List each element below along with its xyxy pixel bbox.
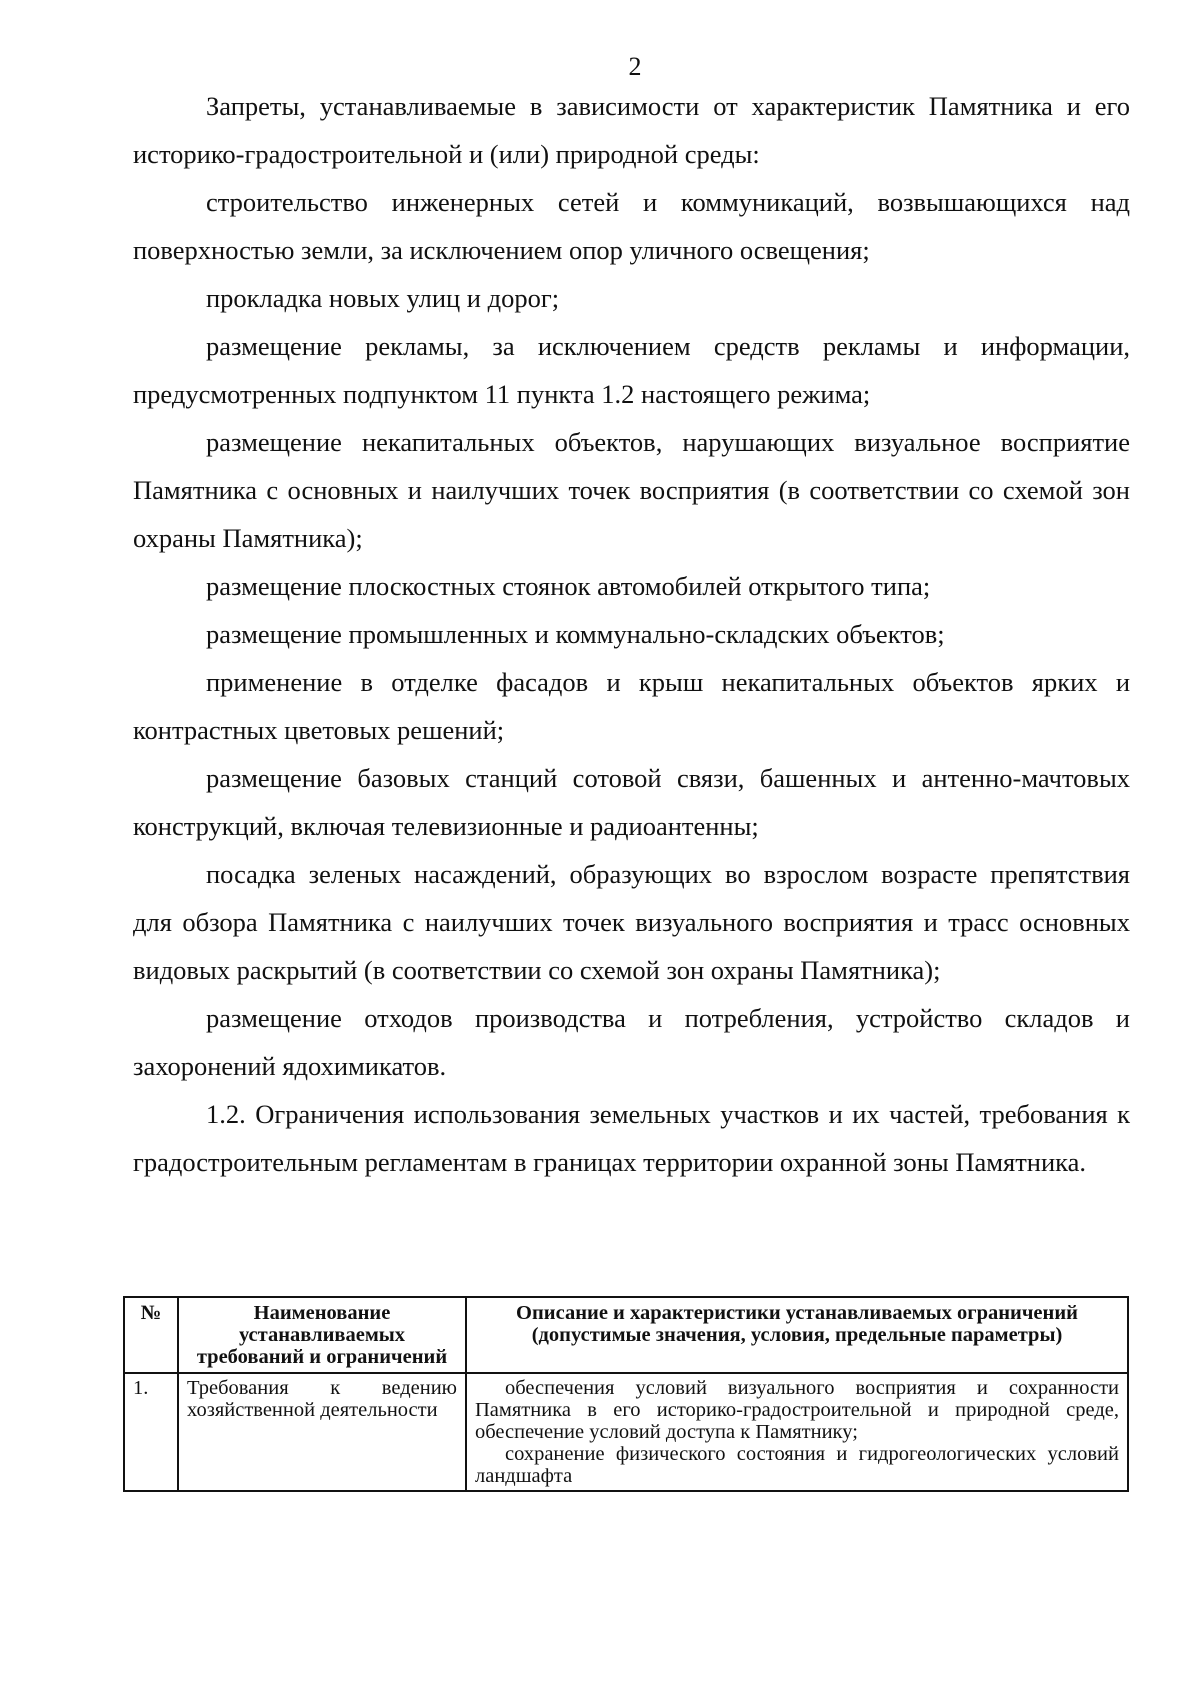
table-row [124,1373,1128,1491]
row-number: 1. [124,1373,178,1491]
paragraph-industrial-objects: размещение промышленных и коммунально-складских объектов; [206,619,945,649]
row-requirement-name: Требования к ведению хозяйственной деятельности [178,1373,466,1491]
row-description-item: сохранение физического состояния и гидрогеологических условий ландшафта [475,1443,1119,1487]
document-body [133,82,1130,1186]
restrictions-table [123,1296,1129,1492]
page-number: 2 [628,52,642,81]
paragraph-intro: Запреты, устанавливаемые в зависимости от характеристик Памятника и его историко-градостроительной и (или) природной среды: [133,91,1130,169]
header-requirement-name: Наименование устанавливаемых требований и ограничений [178,1297,466,1373]
paragraph-parking: размещение плоскостных стоянок автомобилей открытого типа; [206,571,931,601]
paragraph-facade-colors: применение в отделке фасадов и крыш некапитальных объектов ярких и контрастных цветовых решений; [133,667,1130,745]
paragraph-new-streets: прокладка новых улиц и дорог; [206,283,560,313]
row-description-item: обеспечения условий визуального восприятия и сохранности Памятника в его историко-градостроительной и природной среде, обеспечение условий доступа к Памятнику; [475,1377,1119,1443]
paragraph-non-capital-objects: размещение некапитальных объектов, нарушающих визуальное восприятие Памятника с основных и наилучших точек восприятия (в соответствии со схемой зон охраны Памятника); [133,427,1130,553]
header-number: № [124,1297,178,1373]
table-header-row [124,1297,1128,1373]
paragraph-green-plantings: посадка зеленых насаждений, образующих во взрослом возрасте препятствия для обзора Памятника с наилучших точек визуального восприятия и трасс основных видовых раскрытий (в соответствии со схемой зон охраны Памятника); [133,859,1130,985]
paragraph-engineering-networks: строительство инженерных сетей и коммуникаций, возвышающихся над поверхностью земли, за исключением опор уличного освещения; [133,187,1130,265]
row-description [466,1373,1128,1491]
paragraph-waste: размещение отходов производства и потребления, устройство складов и захоронений ядохимикатов. [133,1003,1130,1081]
paragraph-cell-stations: размещение базовых станций сотовой связи, башенных и антенно-мачтовых конструкций, включая телевизионные и радиоантенны; [133,763,1130,841]
header-description: Описание и характеристики устанавливаемых ограничений (допустимые значения, условия, предельные параметры) [466,1297,1128,1373]
paragraph-advertising: размещение рекламы, за исключением средств рекламы и информации, предусмотренных подпунктом 11 пункта 1.2 настоящего режима; [133,331,1130,409]
paragraph-section-1-2: 1.2. Ограничения использования земельных участков и их частей, требования к градостроительным регламентам в границах территории охранной зоны Памятника. [133,1099,1130,1177]
